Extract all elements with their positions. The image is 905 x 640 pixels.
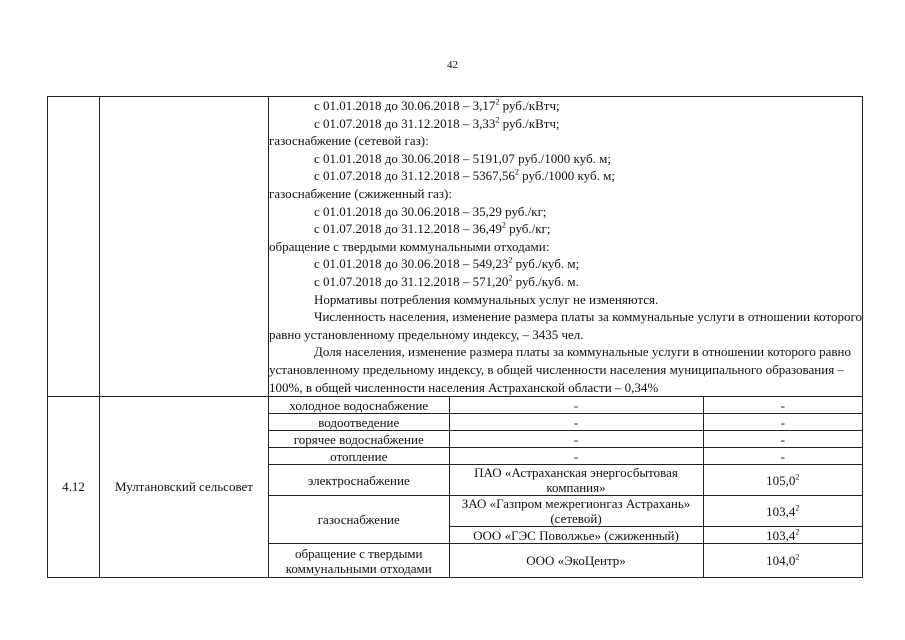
index-value: 104,0$^2$	[703, 544, 862, 578]
index-value: -	[703, 448, 862, 465]
provider-name: ООО «ЭкоЦентр»	[449, 544, 703, 578]
service-name: обращение с твердыми коммунальными отходами	[269, 544, 449, 578]
index-value: -	[703, 431, 862, 448]
index-value: -	[703, 397, 862, 414]
continuation-row	[48, 97, 863, 397]
rate-line: с 01.07.2018 до 31.12.2018 – 36,49$^2$ руб./кг;	[314, 220, 551, 237]
service-row	[269, 448, 862, 465]
service-name: холодное водоснабжение	[269, 397, 449, 414]
index-value: 105,0$^2$	[703, 465, 862, 496]
services-cell	[269, 397, 863, 578]
service-row	[269, 431, 862, 448]
municipality-name: Мултановский сельсовет	[100, 397, 269, 578]
service-row	[269, 397, 862, 414]
provider-name: -	[449, 431, 703, 448]
service-name: горячее водоснабжение	[269, 431, 449, 448]
continuation-text	[269, 97, 863, 397]
index-value: -	[703, 414, 862, 431]
provider-name: ЗАО «Газпром межрегионгаз Астрахань» (сетевой)	[449, 496, 703, 527]
provider-name: -	[449, 414, 703, 431]
rate-line: с 01.01.2018 до 30.06.2018 – 3,17$^2$ руб./кВтч;	[314, 97, 560, 113]
norms-paragraph: Нормативы потребления коммунальных услуг не изменяются.	[314, 291, 659, 307]
rate-line: с 01.01.2018 до 30.06.2018 – 549,23$^2$ руб./куб. м;	[314, 256, 580, 272]
rate-line: с 01.01.2018 до 30.06.2018 – 5191,07 руб./1000 куб. м;	[314, 150, 611, 166]
service-row	[269, 465, 862, 496]
rate-line: с 01.01.2018 до 30.06.2018 – 35,29 руб./кг;	[314, 203, 547, 219]
service-name: газоснабжение	[269, 496, 449, 544]
index-value: 103,4$^2$	[703, 527, 862, 544]
provider-name: -	[449, 397, 703, 414]
tariff-table	[47, 96, 863, 578]
services-table	[269, 397, 862, 577]
service-row	[269, 544, 862, 578]
rate-line: с 01.07.2018 до 31.12.2018 – 5367,56$^2$ руб./1000 куб. м;	[314, 168, 615, 184]
section-heading: обращение с твердыми коммунальными отходами:	[269, 238, 550, 254]
page-number: 42	[447, 59, 458, 71]
index-value: 103,4$^2$	[703, 496, 862, 527]
empty-number-cell	[48, 97, 100, 397]
row-number: 4.12	[48, 397, 100, 578]
provider-name: ООО «ГЭС Поволжье» (сжиженный)	[449, 527, 703, 544]
municipality-row	[48, 397, 863, 578]
provider-name: -	[449, 448, 703, 465]
service-name: водоотведение	[269, 414, 449, 431]
service-row	[269, 496, 862, 527]
population-paragraph: Численность населения, изменение размера платы за коммунальные услуги в отношении которого равно установленному предельному индексу, – 3435 чел.	[269, 309, 862, 342]
rate-line: с 01.07.2018 до 31.12.2018 – 571,20$^2$ руб./куб. м.	[314, 273, 579, 289]
provider-name: ПАО «Астраханская энергосбытовая компания»	[449, 465, 703, 496]
share-paragraph: Доля населения, изменение размера платы за коммунальные услуги в отношении которого равно установленному предельному индексу, в общей численности населения муниципального образования – 100%, в общей численности населения Астраханской области – 0,34%	[269, 344, 851, 395]
service-name: отопление	[269, 448, 449, 465]
service-name: электроснабжение	[269, 465, 449, 496]
section-heading: газоснабжение (сжиженный газ):	[269, 185, 452, 201]
section-heading: газоснабжение (сетевой газ):	[269, 133, 429, 149]
service-row	[269, 414, 862, 431]
empty-name-cell	[100, 97, 269, 397]
rate-line: с 01.07.2018 до 31.12.2018 – 3,33$^2$ руб./кВтч;	[314, 115, 560, 131]
